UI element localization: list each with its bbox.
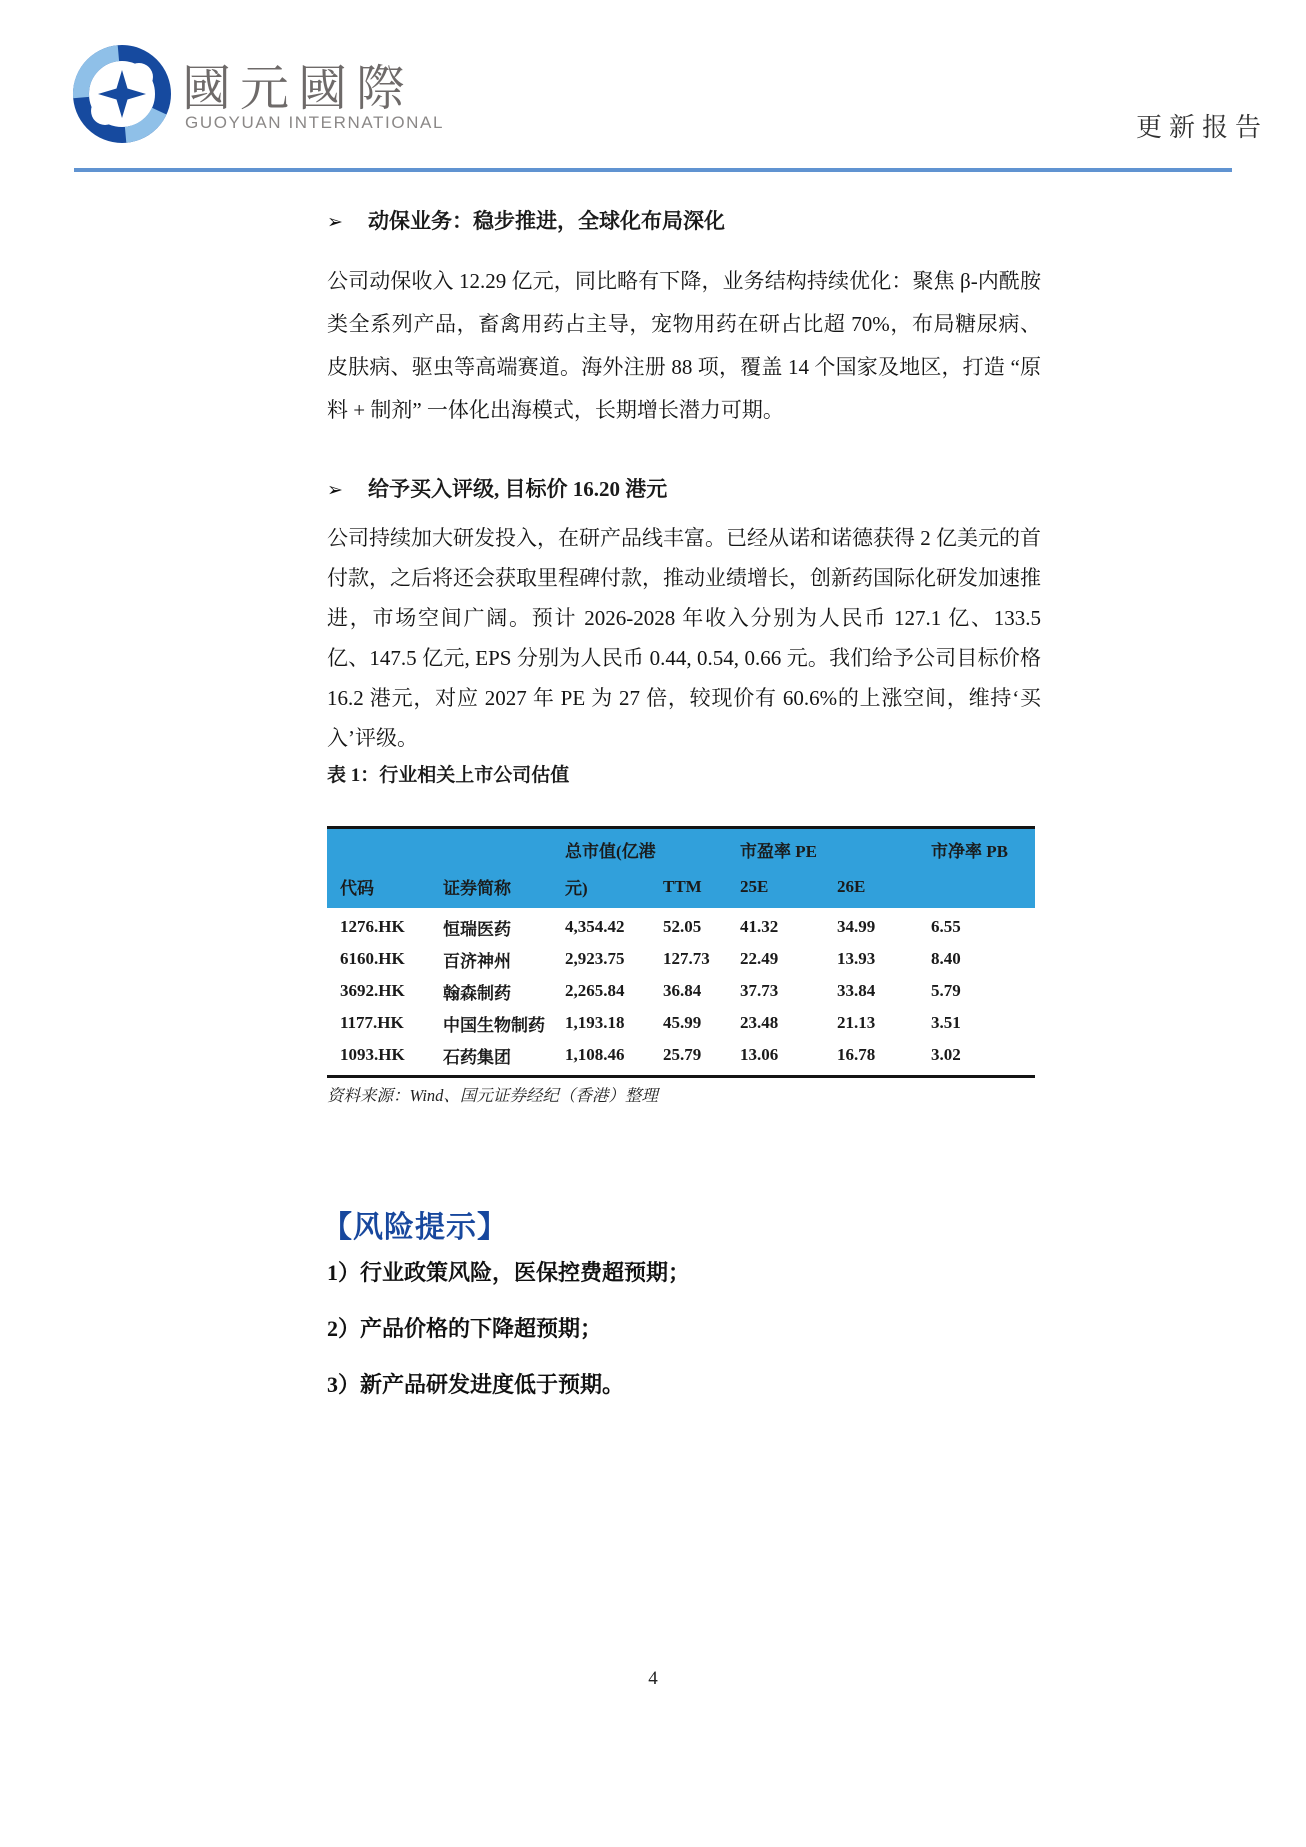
table-cell: 5.79 [931, 981, 961, 1000]
table-row [327, 975, 1035, 1007]
table-cell: 127.73 [663, 949, 710, 968]
table-cell: 33.84 [837, 981, 876, 1000]
risk-item-3: 3）新产品研发进度低于预期。 [327, 1372, 625, 1397]
table-cell: 2,265.84 [565, 981, 625, 1000]
col-header-name: 证券简称 [443, 879, 511, 898]
table-cell: 37.73 [740, 981, 779, 1000]
table-cell: 41.32 [740, 917, 779, 936]
valuation-table-header [327, 829, 1035, 908]
col-header-ttm: TTM [663, 876, 702, 896]
table-cell: 1,108.46 [565, 1045, 625, 1064]
table-cell: 23.48 [740, 1013, 779, 1032]
col-header-market-cap: 总市值(亿港 [565, 842, 656, 861]
table-cell: 石药集团 [443, 1047, 511, 1067]
table-cell: 翰森制药 [443, 983, 511, 1003]
report-type-label: 更新报告 [1136, 113, 1269, 142]
bullet-arrow-icon: ➢ [327, 479, 343, 501]
table-cell: 13.93 [837, 949, 876, 968]
table-cell: 36.84 [663, 981, 702, 1000]
col-header-26e: 26E [837, 876, 866, 896]
col-header-25e: 25E [740, 876, 769, 896]
bullet-arrow-icon: ➢ [327, 211, 343, 233]
section-paragraph-animal-health: 公司动保收入 12.29 亿元，同比略有下降，业务结构持续优化：聚焦 β-内酰胺类全系列产品，畜禽用药占主导，宠物用药在研占比超 70%，布局糖尿病、皮肤病、驱虫等高端赛道。海外注册 88 项，覆盖 14 个国家及地区，打造 “原料 + 制剂” 一体化出海模式，长期增长潜力可期。 [327, 269, 1041, 422]
section-heading-text: 动保业务：稳步推进，全球化布局深化 [368, 209, 725, 233]
table-cell: 25.79 [663, 1045, 702, 1064]
table-cell: 3.02 [931, 1045, 961, 1064]
table-cell: 恒瑞医药 [443, 919, 511, 939]
table-row [327, 1039, 1035, 1071]
table-cell: 8.40 [931, 949, 961, 968]
table-cell: 百济神州 [443, 951, 511, 971]
risk-item-2: 2）产品价格的下降超预期； [327, 1316, 603, 1341]
table-row [327, 911, 1035, 943]
col-header-pb: 市净率 PB [931, 842, 1008, 861]
table-cell: 22.49 [740, 949, 779, 968]
table-header-row-1 [327, 831, 1035, 868]
table-caption: 表 1：行业相关上市公司估值 [327, 765, 570, 786]
table-cell: 13.06 [740, 1045, 779, 1064]
page-number: 4 [648, 1668, 658, 1689]
section-heading-text: 给予买入评级, 目标价 16.20 港元 [368, 477, 668, 501]
table-cell: 4,354.42 [565, 917, 625, 936]
table-cell: 16.78 [837, 1045, 876, 1064]
risk-list [327, 1258, 1041, 1426]
table-row [327, 943, 1035, 975]
table-cell: 52.05 [663, 917, 702, 936]
table-cell: 1,193.18 [565, 1013, 625, 1032]
col-header-code: 代码 [340, 879, 374, 898]
table-header-row-2 [327, 868, 1035, 905]
table-cell: 1177.HK [340, 1013, 404, 1032]
table-cell: 1276.HK [340, 917, 405, 936]
col-header-market-cap-unit: 元) [565, 879, 588, 898]
table-source-note: 资料来源：Wind、国元证券经纪（香港）整理 [327, 1086, 658, 1105]
table-cell: 2,923.75 [565, 949, 625, 968]
table-cell: 6.55 [931, 917, 961, 936]
risk-section-title: 【风险提示】 [322, 1211, 508, 1244]
guoyuan-logo-icon [72, 44, 172, 144]
section-heading-rating [327, 473, 1041, 503]
col-header-pe: 市盈率 PE [740, 842, 817, 861]
brand-name-cn: 國元國際 [182, 62, 415, 116]
valuation-table [327, 826, 1035, 1078]
valuation-table-body [327, 908, 1035, 1075]
risk-item-1: 1）行业政策风险，医保控费超预期； [327, 1260, 691, 1285]
section-heading-animal-health [327, 205, 1041, 235]
table-cell: 3.51 [931, 1013, 961, 1032]
brand-name-en: GUOYUAN INTERNATIONAL [185, 113, 445, 132]
table-row [327, 1007, 1035, 1039]
section-paragraph-rating: 公司持续加大研发投入，在研产品线丰富。已经从诺和诺德获得 2 亿美元的首付款，之后将还会获取里程碑付款，推动业绩增长，创新药国际化研发加速推进，市场空间广阔。预计 2026-2028 年收入分别为人民币 127.1 亿、133.5 亿、147.5 亿元, EPS 分别为人民币 0.44, 0.54, 0.66 元。我们给予公司目标价格 16.2 港元，对应 2027 年 PE 为 27 倍，较现价有 60.6%的上涨空间，维持‘买入’评级。 [327, 526, 1041, 750]
table-cell: 3692.HK [340, 981, 405, 1000]
table-cell: 45.99 [663, 1013, 702, 1032]
table-cell: 34.99 [837, 917, 876, 936]
table-cell: 21.13 [837, 1013, 876, 1032]
table-cell: 1093.HK [340, 1045, 405, 1064]
header-divider [74, 168, 1232, 172]
table-cell: 6160.HK [340, 949, 405, 968]
table-cell: 中国生物制药 [443, 1015, 545, 1035]
